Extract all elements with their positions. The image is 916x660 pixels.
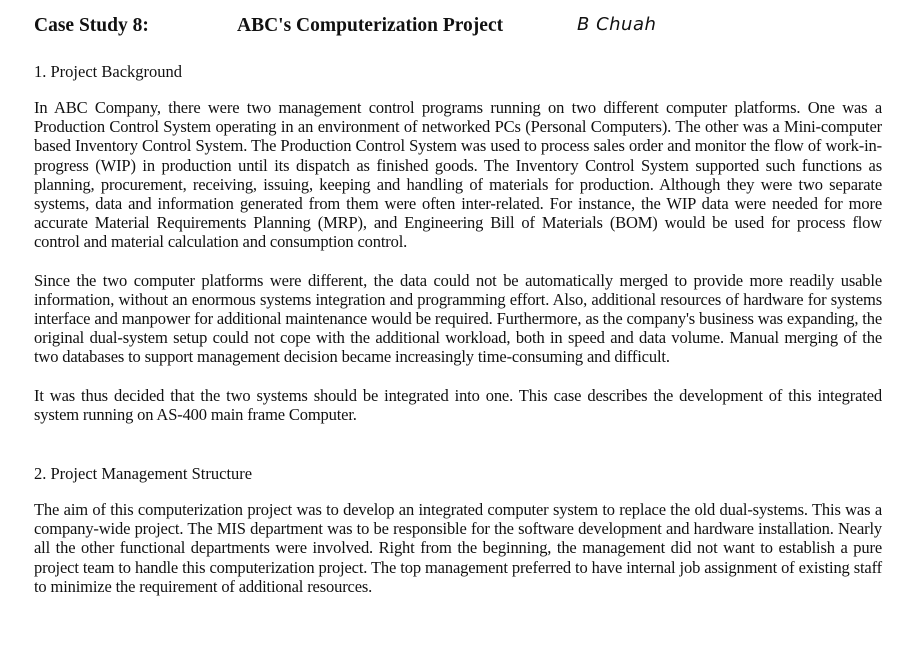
title-row xyxy=(34,0,882,56)
paragraph-background-2: Since the two computer platforms were different, the data could not be automatically merged to provide more readily usable information, without an enormous systems integration and programming effort. Also, additional resources of hardware for systems interface and manpower for additional maintenance would be required. Furthermore, as the company's business was expanding, the original dual-system setup could not cope with the additional workload, both in speed and data volume. Manual merging of the two databases to support management decision became increasingly time-consuming and difficult. xyxy=(34,270,882,367)
document-title: ABC's Computerization Project xyxy=(237,15,504,36)
author-signature: B Chuah xyxy=(577,14,657,35)
section-heading-project-management-structure: 2. Project Management Structure xyxy=(34,464,253,484)
section-heading-project-background: 1. Project Background xyxy=(34,62,183,81)
case-study-label: Case Study 8: xyxy=(34,15,149,36)
document-page xyxy=(34,0,882,596)
paragraph-background-1: In ABC Company, there were two management control programs running on two different computer platforms. One was a Production Control System operating in an environment of networked PCs (Personal Computers). The other was a Mini-computer based Inventory Control System. The Production Control System was used to process sales order and monitor the flow of work-in-progress (WIP) in production until its dispatch as finished goods. The Inventory Control System supported such functions as planning, procurement, receiving, issuing, keeping and handling of materials for production. Although they were two separate systems, data and information generated from them were often inter-related. For instance, the WIP data were needed for more accurate Material Requirements Planning (MRP), and Engineering Bill of Materials (BOM) would be used for process flow control and material calculation and consumption control. xyxy=(34,98,882,252)
paragraph-management-1: The aim of this computerization project was to develop an integrated computer system to replace the old dual-systems. This was a company-wide project. The MIS department was to be responsible for the software development and hardware installation. Nearly all the other functional departments were involved. Right from the beginning, the management did not want to establish a pure project team to handle this computerization project. The top management preferred to have internal job assignment of existing staff to minimize the requirement of additional resources. xyxy=(34,500,882,596)
paragraph-background-3: It was thus decided that the two systems should be integrated into one. This case describes the development of this integrated system running on AS-400 main frame Computer. xyxy=(34,385,882,424)
